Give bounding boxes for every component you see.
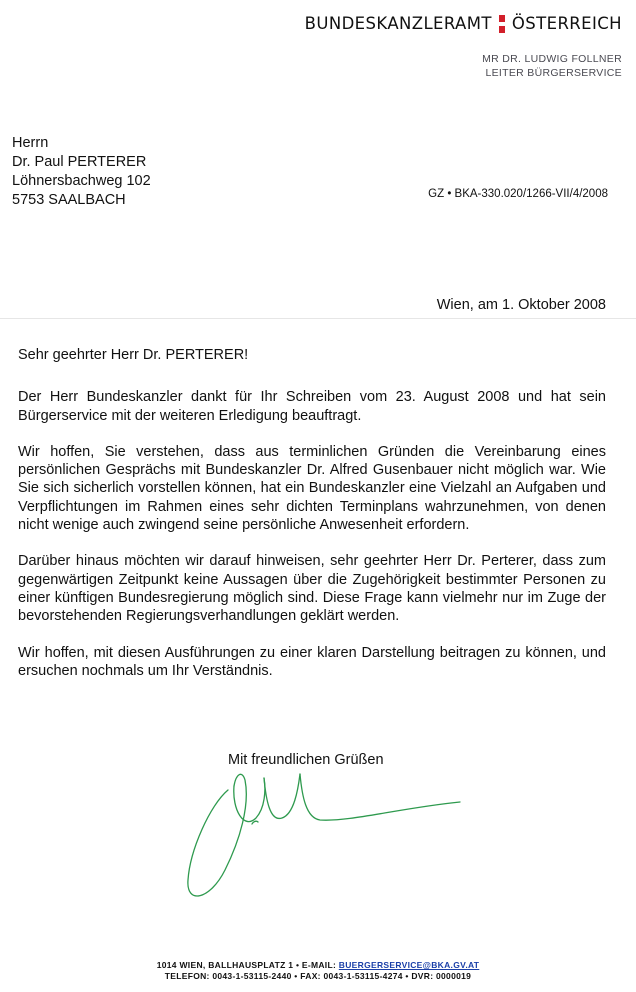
sender-title: LEITER BÜRGERSERVICE (485, 67, 622, 79)
recipient-city: 5753 SAALBACH (12, 192, 126, 208)
recipient-salutation: Herrn (12, 135, 49, 151)
letterhead-logo (305, 14, 622, 33)
footer-address-line (0, 960, 636, 971)
closing-formula: Mit freundlichen Grüßen (228, 752, 384, 768)
recipient-address (12, 134, 151, 210)
footer-address: 1014 WIEN, BALLHAUSPLATZ 1 • E-MAIL: (156, 960, 337, 970)
sender-block (482, 52, 622, 80)
paragraph: Der Herr Bundeskanzler dankt für Ihr Schreiben vom 23. August 2008 und hat sein Bürgerservice mit der weiteren Erledigung beauftragt. (18, 389, 606, 424)
paragraph: Wir hoffen, mit diesen Ausführungen zu einer klaren Darstellung beitragen zu können, und ersuchen nochmals um Ihr Verständnis. (18, 644, 606, 679)
scan-fold-line (0, 318, 636, 319)
recipient-name: Dr. Paul PERTERER (12, 154, 147, 170)
footer (0, 960, 636, 982)
reference-number: GZ • BKA-330.020/1266-VII/4/2008 (428, 188, 608, 200)
place-date: Wien, am 1. Oktober 2008 (436, 297, 606, 313)
greeting: Sehr geehrter Herr Dr. PERTERER! (18, 347, 249, 363)
footer-contact-line: TELEFON: 0043-1-53115-2440 • FAX: 0043-1-53115-4274 • DVR: 0000019 (164, 971, 472, 981)
recipient-street: Löhnersbachweg 102 (12, 173, 151, 189)
handwritten-signature (170, 760, 470, 910)
paragraph: Wir hoffen, Sie verstehen, dass aus terminlichen Gründen die Vereinbarung eines persönlichen Gesprächs mit Bundeskanzler Dr. Alfred Gusenbauer nicht möglich war. Wie Sie sich sicherlich vorstellen können, hat ein Bundeskanzler eine Vielzahl an Aufgaben und Verpflichtungen im Rahmen eines sehr dichten Terminplans wahrzunehmen, von denen nicht wenige auch zwingend seine persönliche Anwesenheit erfordern. (18, 443, 606, 534)
org-name-right: ÖSTERREICH (511, 14, 622, 33)
sender-name: MR DR. LUDWIG FOLLNER (482, 53, 622, 65)
austrian-flag-icon (499, 15, 505, 33)
letter-body (18, 346, 606, 698)
footer-email-link[interactable]: BUERGERSERVICE@BKA.GV.AT (338, 960, 480, 970)
org-name-left: BUNDESKANZLERAMT (304, 14, 492, 33)
paragraph: Darüber hinaus möchten wir darauf hinweisen, sehr geehrter Herr Dr. Perterer, dass zum gegenwärtigen Zeitpunkt keine Aussagen über die Zugehörigkeit bestimmter Personen zu einer künftigen Bundesregierung möglich sind. Diese Frage kann vielmehr nur im Zuge der bevorstehenden Regierungsverhandlungen geklärt werden. (18, 553, 606, 625)
